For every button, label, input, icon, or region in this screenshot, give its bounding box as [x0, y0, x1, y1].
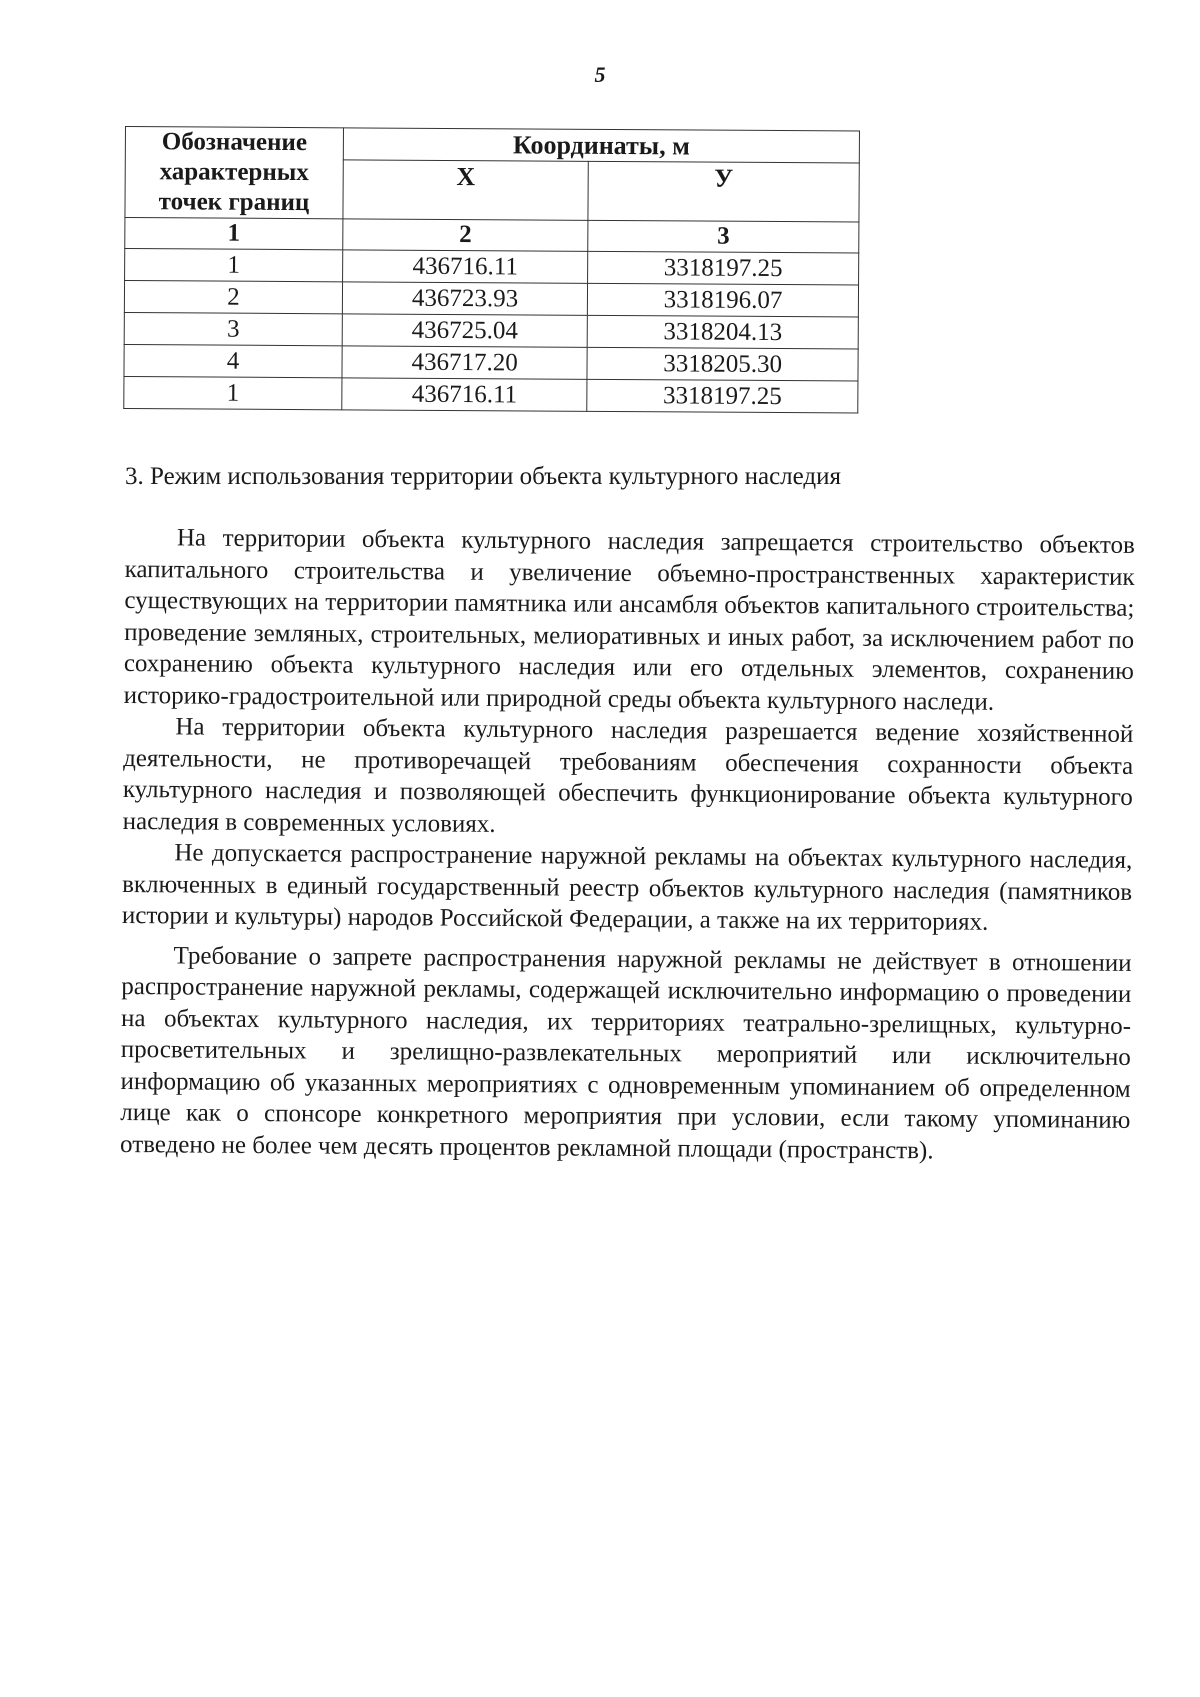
point-cell: 3: [124, 312, 342, 345]
paragraph: На территории объекта культурного наследия запрещается строительство объектов капитального строительства и увеличение объемно-пространственных характеристик существующих на территории памятника или ансамбля объектов капитального строительства; проведение земляных, строительных, мелиоративных и иных работ, за исключением работ по сохранению объекта культурного наследия или его отдельных элементов, сохранению историко-градостроительной или природной среды объекта культурного наследи.: [123, 524, 1135, 716]
table-row: [124, 281, 858, 317]
paragraph: Не допускается распространение наружной рекламы на объектах культурного наследия, включенных в единый государственный реестр объектов культурного наследия (памятников истории и культуры) народов Российской Федерации, а также на их территориях.: [121, 839, 1133, 936]
body-text: [120, 522, 1135, 1168]
section-heading: 3. Режим использования территории объекта культурного наследия: [125, 463, 842, 490]
point-cell: 1: [124, 376, 342, 409]
y-cell: 3318204.13: [587, 315, 858, 349]
column-number-row: [125, 218, 859, 253]
header-designation: Обозначение характерных точек границ: [125, 127, 344, 219]
column-number: 1: [125, 218, 343, 250]
table-row: [124, 344, 858, 380]
column-number: 3: [588, 220, 859, 253]
y-cell: 3318196.07: [587, 283, 858, 317]
point-cell: 4: [124, 344, 342, 377]
header-coordinates: Координаты, м: [343, 128, 859, 163]
point-cell: 1: [125, 249, 343, 282]
paragraph: Требование о запрете распространения наружной рекламы не действует в отношении распространение наружной рекламы, содержащей исключительно информацию о проведении на объектах культурного наследия, их территориях театрально-зрелищных, культурно-просветительных и зрелищно-развлекательных мероприятий или исключительно информацию об указанных мероприятиях с одновременным упоминанием об определенном лице как о спонсоре конкретного мероприятия при условии, если такому упоминанию отведено не более чем десять процентов рекламной площади (пространств).: [120, 941, 1132, 1164]
header-x: Х: [343, 160, 588, 220]
x-cell: 436716.11: [342, 378, 587, 411]
table-row: [124, 312, 858, 348]
header-y: У: [588, 161, 859, 222]
point-cell: 2: [124, 281, 342, 314]
page-number: 5: [594, 62, 606, 87]
y-cell: 3318197.25: [588, 251, 859, 285]
table-row: [125, 249, 859, 285]
paragraph: На территории объекта культурного наследия разрешается ведение хозяйственной деятельности, не противоречащей требованиям обеспечения сохранности объекта культурного наследия и позволяющей обеспечить функционирование объекта культурного наследия в современных условиях.: [122, 713, 1134, 838]
y-cell: 3318205.30: [587, 347, 858, 381]
x-cell: 436716.11: [343, 250, 588, 283]
column-number: 2: [343, 219, 588, 251]
y-cell: 3318197.25: [587, 379, 858, 413]
table-row: [124, 376, 858, 412]
x-cell: 436717.20: [342, 346, 587, 379]
x-cell: 436725.04: [342, 314, 587, 347]
coordinates-table: [123, 126, 860, 413]
x-cell: 436723.93: [342, 282, 587, 315]
